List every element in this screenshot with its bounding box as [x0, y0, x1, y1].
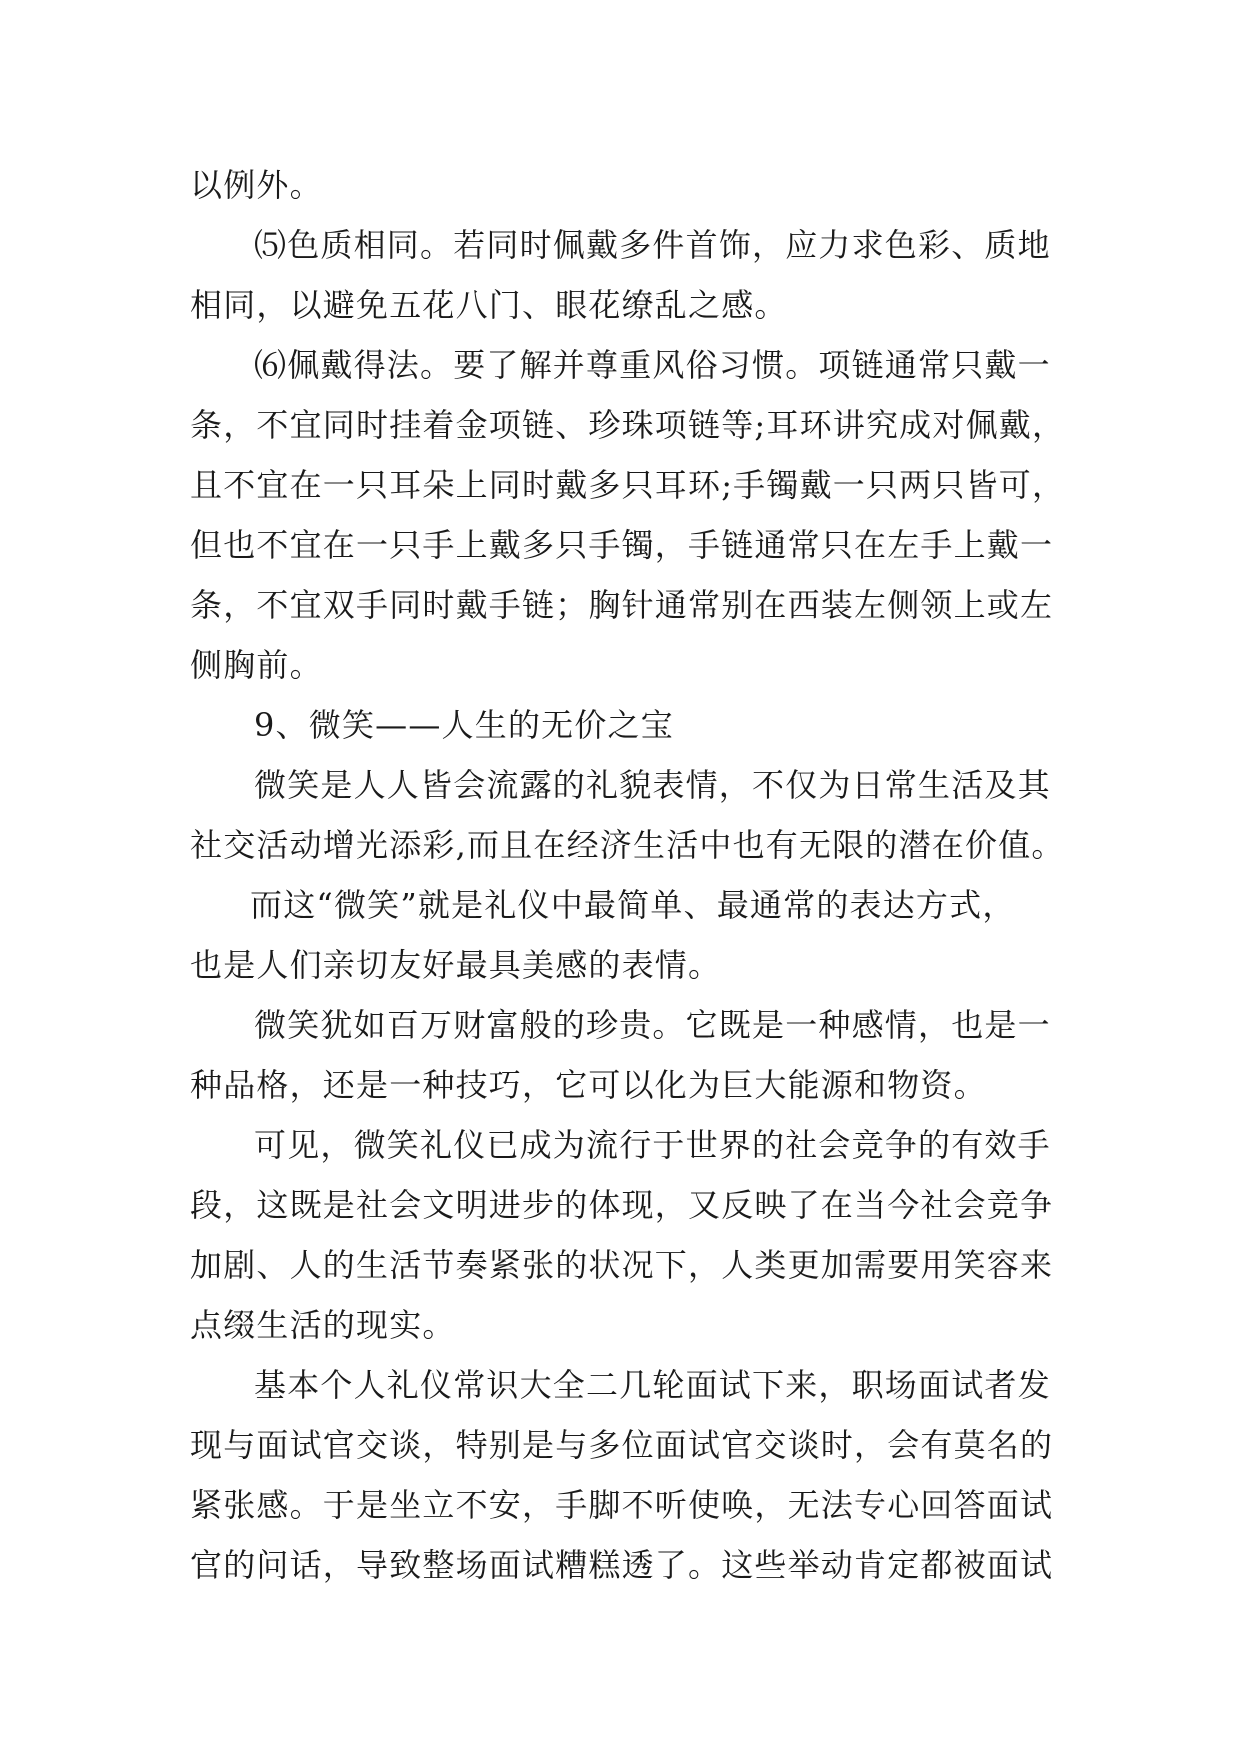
- text-line: 基本个人礼仪常识大全二几轮面试下来，职场面试者发: [254, 1366, 1051, 1404]
- text-line: 侧胸前。: [190, 646, 323, 684]
- text-line: 点缀生活的现实。: [190, 1306, 456, 1344]
- text-line: 以例外。: [190, 166, 323, 204]
- text-line: 种品格，还是一种技巧，它可以化为巨大能源和物资。: [190, 1066, 987, 1104]
- text-line: 微笑犹如百万财富般的珍贵。它既是一种感情，也是一: [254, 1006, 1051, 1044]
- text-line: ⑹佩戴得法。要了解并尊重风俗习惯。项链通常只戴一: [254, 346, 1051, 384]
- text-line: 且不宜在一只耳朵上同时戴多只耳环;手镯戴一只两只皆可，: [190, 466, 1066, 504]
- text-line: 但也不宜在一只手上戴多只手镯，手链通常只在左手上戴一: [190, 526, 1054, 564]
- text-line: 相同，以避免五花八门、眼花缭乱之感。: [190, 286, 788, 324]
- text-line: 官的问话，导致整场面试糟糕透了。这些举动肯定都被面试: [190, 1546, 1054, 1584]
- text-line: 而这“微笑”就是礼仪中最简单、最通常的表达方式，: [250, 886, 1016, 924]
- text-line: 可见，微笑礼仪已成为流行于世界的社会竞争的有效手: [254, 1126, 1051, 1164]
- text-line: 条，不宜同时挂着金项链、珍珠项链等;耳环讲究成对佩戴，: [190, 406, 1066, 444]
- text-line: 社交活动增光添彩,而且在经济生活中也有无限的潜在价值。: [190, 826, 1065, 864]
- text-line: 微笑是人人皆会流露的礼貌表情，不仅为日常生活及其: [254, 766, 1051, 804]
- text-line: 条，不宜双手同时戴手链；胸针通常别在西装左侧领上或左: [190, 586, 1054, 624]
- text-line: 现与面试官交谈，特别是与多位面试官交谈时，会有莫名的: [190, 1426, 1054, 1464]
- section-heading: 9、微笑——人生的无价之宝: [254, 706, 674, 744]
- text-line: 段，这既是社会文明进步的体现，又反映了在当今社会竞争: [190, 1186, 1054, 1224]
- text-line: 加剧、人的生活节奏紧张的状况下，人类更加需要用笑容来: [190, 1246, 1054, 1284]
- text-line: ⑸色质相同。若同时佩戴多件首饰，应力求色彩、质地: [254, 226, 1051, 264]
- text-line: 紧张感。于是坐立不安，手脚不听使唤，无法专心回答面试: [190, 1486, 1054, 1524]
- text-line: 也是人们亲切友好最具美感的表情。: [190, 946, 722, 984]
- document-body: [190, 155, 1066, 1595]
